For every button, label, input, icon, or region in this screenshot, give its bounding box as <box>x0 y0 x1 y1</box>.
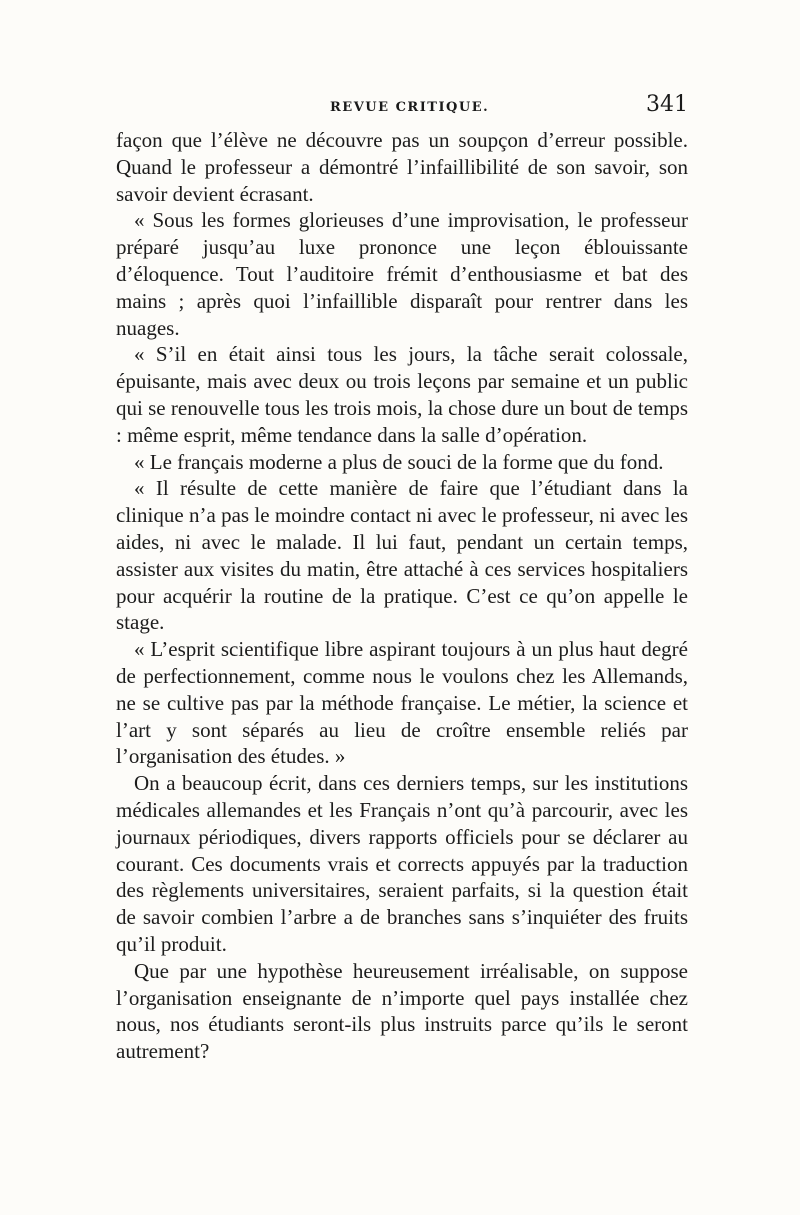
paragraph: « S’il en était ainsi tous les jours, la tâche serait colossale, épuisante, mais avec deux ou trois leçons par semaine et un public qui se renouvelle tous les trois mois, la chose dure un bout de temps : même esprit, même tendance dans la salle d’opération. <box>116 342 688 447</box>
paragraph: « Le français moderne a plus de souci de la forme que du fond. <box>134 449 664 474</box>
page-number: 341 <box>646 92 688 117</box>
paragraph: Que par une hypothèse heureusement irréalisable, on suppose l’organisation enseignante de n’importe quel pays installée chez nous, nos étudiants seront-ils plus instruits parce qu’ils le seront autrement? <box>116 958 688 1064</box>
paragraph: « Il résulte de cette manière de faire que l’étudiant dans la clinique n’a pas le moindre contact ni avec le professeur, ni avec les aides, ni avec le malade. Il lui faut, pendant un certain temps, assister aux visites du matin, être attaché à ces services hospitaliers pour acquérir la routine de la pratique. C’est ce qu’on appelle le stage. <box>116 476 688 635</box>
running-head <box>116 92 688 122</box>
paragraph: On a beaucoup écrit, dans ces derniers temps, sur les institutions médicales allemandes et les Français n’ont qu’à parcourir, avec les journaux périodiques, divers rapports officiels pour se déclarer au courant. Ces documents vrais et corrects appuyés par la traduction des règlements universitaires, seraient parfaits, si la question était de savoir combien l’arbre a de branches sans s’inquiéter des fruits qu’il produit. <box>116 771 688 956</box>
running-head-title: REVUE CRITIQUE. <box>330 100 490 115</box>
paragraph: « L’esprit scientifique libre aspirant toujours à un plus haut degré de perfectionnement, comme nous le voulons chez les Allemands, ne se cultive pas par la méthode française. Le métier, la science et l’art y sont séparés au lieu de croître ensemble reliés par l’organisation des études. » <box>116 637 688 769</box>
paragraph: façon que l’élève ne découvre pas un soupçon d’erreur possible. Quand le professeur a démontré l’infaillibilité de son savoir, son savoir devient écrasant. <box>116 128 688 206</box>
paragraph: « Sous les formes glorieuses d’une improvisation, le professeur préparé jusqu’au luxe prononce une leçon éblouissante d’éloquence. Tout l’auditoire frémit d’enthousiasme et bat des mains ; après quoi l’infaillible disparaît pour rentrer dans les nuages. <box>116 208 688 340</box>
body-text <box>116 127 688 1065</box>
